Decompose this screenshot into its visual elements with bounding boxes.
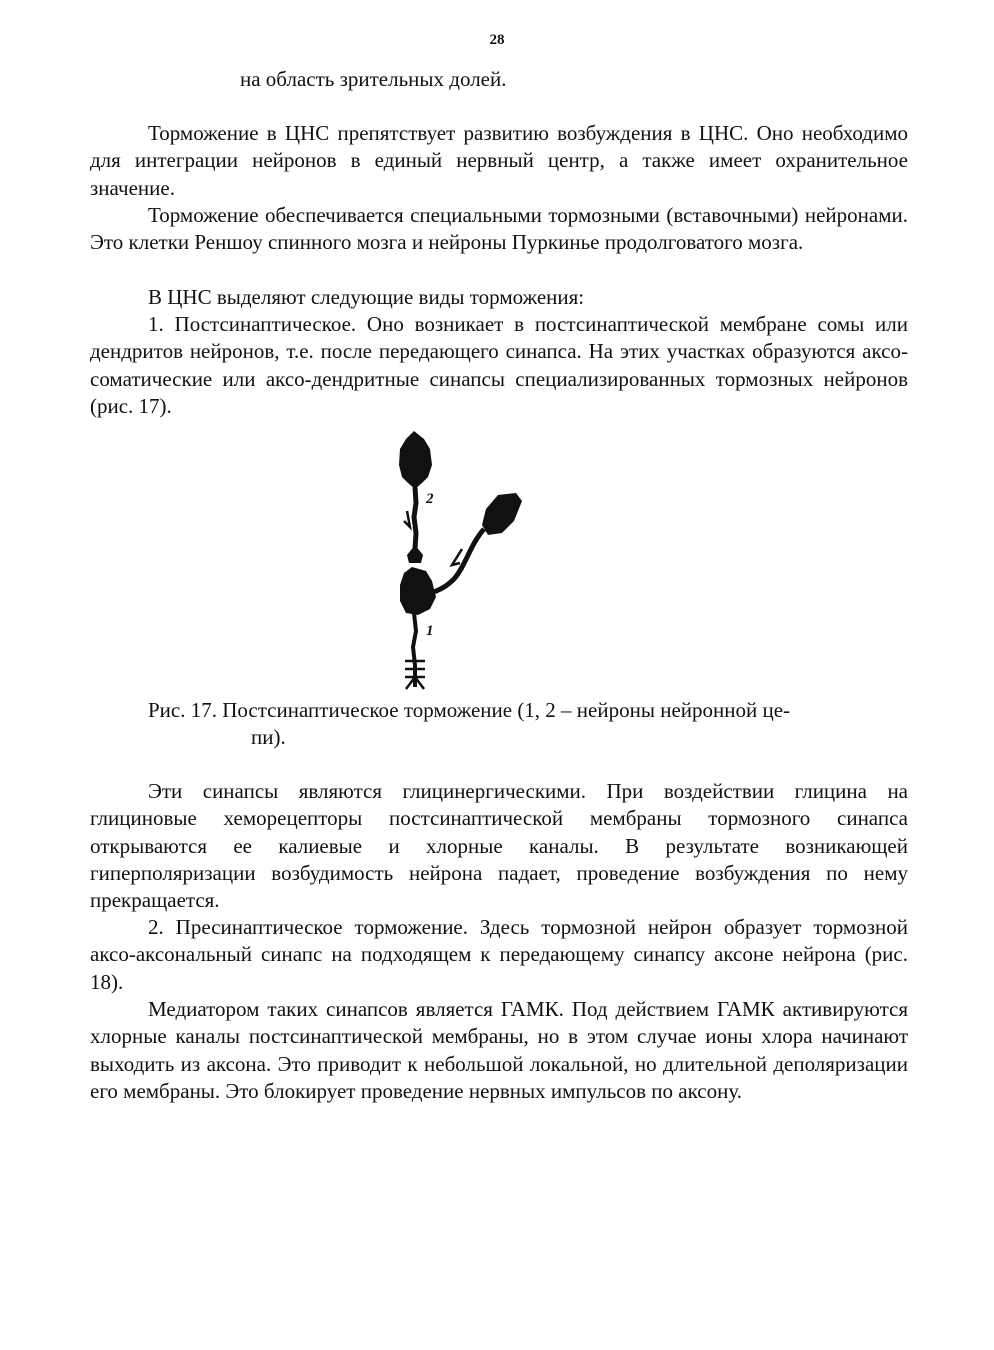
paragraph-continuation: на область зрительных долей. [240,67,507,91]
figure-caption [148,697,908,751]
paragraph-types-heading: В ЦНС выделяют следующие виды торможения: [148,285,585,309]
paragraph-inhibitory-neurons: Торможение обеспечивается специальными тормозными (вставочными) нейронами. Это клетки Реншоу спинного мозга и нейроны Пуркинье продолговатого мозга. [90,203,908,255]
neuron-chain-diagram [370,425,550,695]
neuron-2-body [399,431,432,489]
caption-line-2: пи). [251,725,286,749]
inhibitory-axon [430,529,484,593]
inhibitory-neuron-body [482,493,522,535]
neuron-label-1: 1 [426,623,434,639]
arrow-down-left-icon [452,549,462,565]
synapse-terminal [407,545,423,563]
page-number: 28 [489,32,505,48]
caption-line-1: Рис. 17. Постсинаптическое торможение (1, 2 – нейроны нейронной це- [148,698,791,722]
figure-17-diagram [370,425,550,695]
paragraph-presynaptic: 2. Пресинаптическое торможение. Здесь тормозной нейрон образует тормозной аксо-аксональный синапс на подходящем к передающему синапсу аксоне нейрона (рис. 18). [90,915,908,994]
paragraph-postsynaptic: 1. Постсинаптическое. Оно возникает в постсинаптической мембране сомы или дендритов нейронов, т.е. после передающего синапса. На этих участках образуются аксо-соматические или аксо-дендритные синапсы специализированных тормозных нейронов (рис. 17). [90,312,908,418]
neuron-label-2: 2 [426,491,434,507]
paragraph-gaba: Медиатором таких синапсов является ГАМК. Под действием ГАМК активируются хлорные каналы постсинаптической мембраны, но в этом случае ионы хлора начинают выходить из аксона. Это приводит к небольшой локальной, но длительной деполяризации его мембраны. Это блокирует проведение нервных импульсов по аксону. [90,997,908,1103]
paragraph-inhibition-intro: Торможение в ЦНС препятствует развитию возбуждения в ЦНС. Оно необходимо для интеграции нейронов в единый нервный центр, а также имеет охранительное значение. [90,121,908,200]
paragraph-glycinergic: Эти синапсы являются глицинергическими. При воздействии глицина на глициновые хеморецепторы постсинаптической мембраны тормозного синапса открываются ее калиевые и хлорные каналы. В результате возникающей гиперполяризации возбудимость нейрона падает, проведение возбуждения по нему прекращается. [90,779,908,913]
arrow-down-icon [404,511,410,527]
neuron-2-axon [414,487,416,549]
